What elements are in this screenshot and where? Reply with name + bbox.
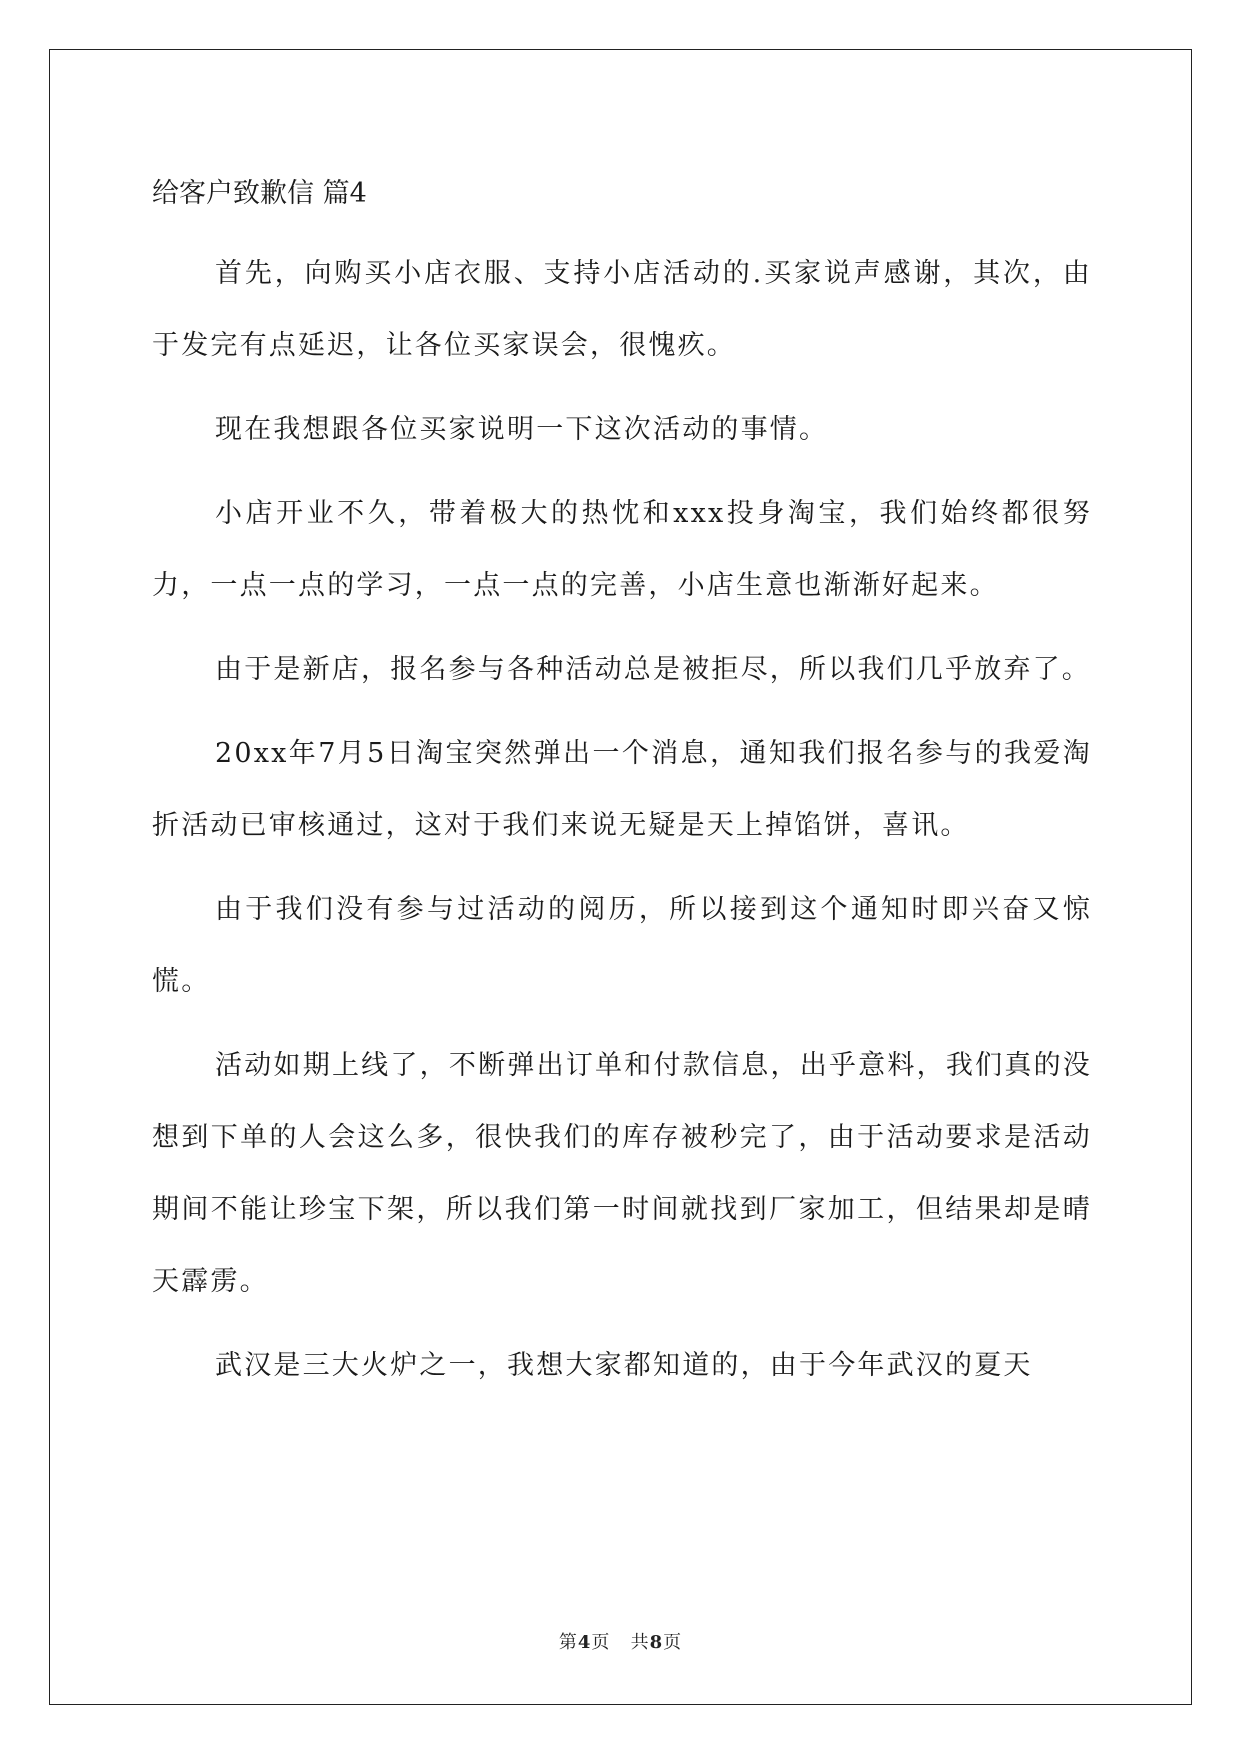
total-page-number: 8 [649, 1632, 664, 1653]
current-page-number: 4 [577, 1632, 592, 1653]
paragraph: 由于是新店，报名参与各种活动总是被拒尽，所以我们几乎放弃了。 [215, 654, 1091, 685]
page-footer [0, 1628, 1241, 1654]
paragraph: 由于我们没有参与过活动的阅历，所以接到这个通知时即兴奋又惊慌。 [152, 894, 1092, 997]
paragraph: 活动如期上线了，不断弹出订单和付款信息，出乎意料，我们真的没想到下单的人会这么多，很快我们的库存被秒完了，由于活动要求是活动期间不能让珍宝下架，所以我们第一时间就找到厂家加工，但结果却是晴天霹雳。 [152, 1050, 1092, 1297]
paragraph: 20xx年7月5日淘宝突然弹出一个消息，通知我们报名参与的我爱淘折活动已审核通过，这对于我们来说无疑是天上掉馅饼，喜讯。 [152, 738, 1092, 841]
document-heading: 给客户致歉信 篇4 [152, 178, 367, 209]
total-suffix: 页 [663, 1632, 683, 1653]
document-body [152, 160, 1092, 1414]
paragraph: 小店开业不久，带着极大的热忱和xxx投身淘宝，我们始终都很努力，一点一点的学习，一点一点的完善，小店生意也渐渐好起来。 [152, 498, 1092, 601]
paragraph: 首先，向购买小店衣服、支持小店活动的.买家说声感谢，其次，由于发完有点延迟，让各位买家误会，很愧疚。 [152, 258, 1092, 361]
page-suffix: 页 [591, 1632, 611, 1653]
paragraph: 现在我想跟各位买家说明一下这次活动的事情。 [215, 414, 829, 445]
paragraph: 武汉是三大火炉之一，我想大家都知道的，由于今年武汉的夏天 [215, 1350, 1033, 1381]
page-prefix: 第 [558, 1632, 578, 1653]
total-prefix: 共 [630, 1632, 650, 1653]
